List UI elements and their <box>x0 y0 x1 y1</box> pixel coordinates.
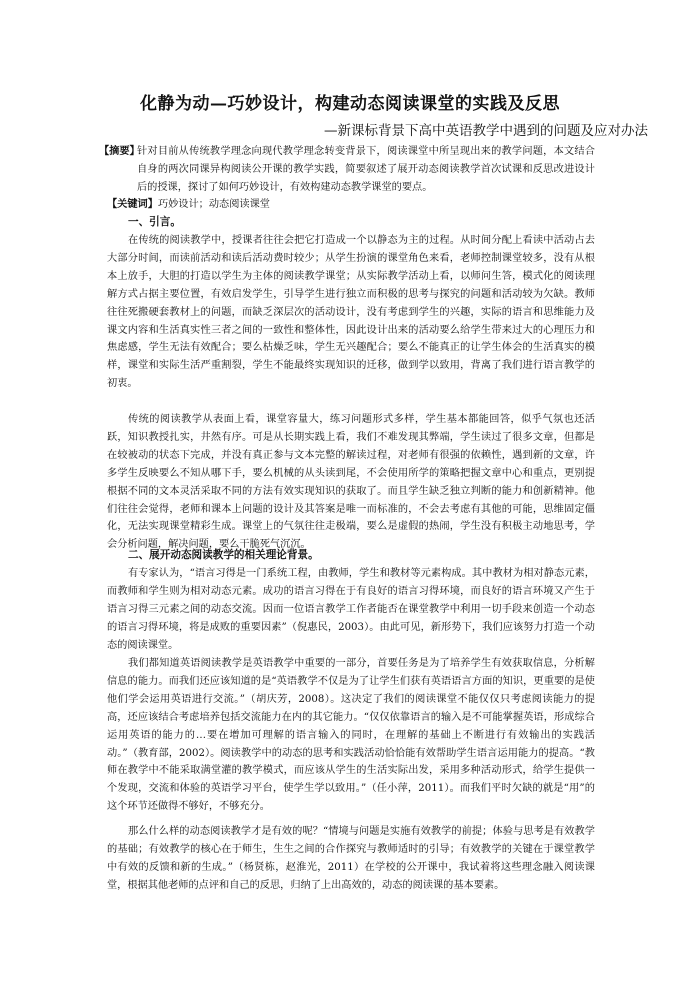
paragraph: 在传统的阅读教学中，授课者往往会把它打造成一个以静态为主的过程。从时间分配上看读中活动占去大部分时间，而读前活动和读后活动费时较少；从学生扮演的课堂角色来看，老师控制课堂较多，没有从根本上放手，大胆的打造以学生为主体的阅读教学课堂；从实际教学活动上看，以师问生答，模式化的阅读理解方式占据主要位置，有效启发学生，引导学生进行独立而积极的思考与探究的问题和活动较为欠缺。教师往往死搬硬套教材上的问题，而缺乏深层次的活动设计，没有考虑到学生的兴趣，实际的语言和思维能力及课文内容和生活真实性三者之间的一致性和整体性，因此设计出来的活动要么给学生带来过大的心理压力和焦虑感，学生无法有效配合；要么枯燥乏味，学生无兴趣配合；要么不能真正的让学生体会的生活真实的模样，课堂和实际生活严重割裂，学生不能最终实现知识的迁移，做到学以致用，背离了我们进行语言教学的初衷。 <box>107 235 595 390</box>
paper-subtitle: —新课标背景下高中英语教学中遇到的问题及应对办法 <box>324 123 648 139</box>
keywords-label: 【关键词】 <box>107 198 158 210</box>
paragraph: 传统的阅读教学从表面上看，课堂容量大，练习问题形式多样，学生基本都能回答，似乎气氛也还活跃，知识教授扎实，井然有序。可是从长期实践上看，我们不难发现其弊端，学生读过了很多文章，但都是在较被动的状态下完成，并没有真正参与文本完整的解读过程，对老师有很强的依赖性，遇到新的文章，许多学生反映要么不知从哪下手，要么机械的从头读到尾，不会使用所学的策略把握文章中心和重点，更别提根据不同的文本灵活采取不同的方法有效实现知识的获取了。而且学生缺乏独立判断的能力和创新精神。他们往往会觉得，老师和课本上问题的设计及其答案是唯一而标准的，不会去考虑有其他的可能，思维固定僵化，无法实现课堂精彩生成。课堂上的气氛往往走极端，要么是虚假的热闹，学生没有积极主动地思考，学会分析问题，解决问题，要么干脆死气沉沉。 <box>107 414 595 551</box>
paper-title: 化静为动—巧妙设计，构建动态阅读课堂的实践及反思 <box>140 94 560 114</box>
paragraph: 那么什么样的动态阅读教学才是有效的呢？“情境与问题是实施有效教学的前提；体验与思考是有效教学的基础；有效教学的核心在于师生，生生之间的合作探究与教师适时的引导；有效教学的关键在于课堂教学中有效的反馈和新的生成。”（杨贤栋，赵淮光，2011）在学校的公开课中，我试着将这些理念融入阅读课堂，根据其他老师的点评和自己的反思，归纳了上出高效的，动态的阅读课的基本要素。 <box>107 826 595 891</box>
paragraph: 有专家认为，“语言习得是一门系统工程，由教师，学生和教材等元素构成。其中教材为相对静态元素，而教师和学生则为相对动态元素。成功的语言习得在于有良好的语言习得环境，而良好的语言环境又产生于语言习得三元素之间的动态交流。因而一位语言教学工作者能否在课堂教学中利用一切手段来创造一个动态的语言习得环境，将是成败的重要因素”（倪惠民，2003）。由此可见，新形势下，我们应该努力打造一个动态的阅读课堂。 <box>107 568 595 651</box>
paragraph: 我们都知道英语阅读教学是英语教学中重要的一部分，首要任务是为了培养学生有效获取信息，分析解信息的能力。而我们还应该知道的是“英语教学不仅是为了让学生们获有英语语言方面的知识，更重要的是使他们学会运用英语进行交流。”（胡庆芳，2008）。这决定了我们的阅读课堂不能仅仅只考虑阅读能力的提高，还应该结合考虑培养包括交流能力在内的其它能力。“仅仅依靠语言的输入是不可能掌握英语，形成综合运用英语的能力的…要在增加可理解的语言输入的同时，在理解的基础上不断进行有效输出的实践活动。”（教育部，2002）。阅读教学中的动态的思考和实践活动恰恰能有效帮助学生语言运用能力的提高。“教师在教学中不能采取满堂灌的教学模式，而应该从学生的生活实际出发，采用多种活动形式，给学生提供一个发现，交流和体验的英语学习平台，使学生学以致用。”（任小萍，2011）。而我们平时欠缺的就是“用”的这个环节还做得不够好，不够充分。 <box>107 658 595 813</box>
section-heading-theory: 二、展开动态阅读教学的相关理论背景。 <box>128 549 319 561</box>
keywords <box>107 196 270 214</box>
abstract-text: 针对目前从传统教学理念向现代教学理念转变背景下，阅读课堂中所呈现出来的教学问题，本文结合自身的两次同课异构阅读公开课的教学实践，简要叙述了展开动态阅读教学首次试课和反思改进设计后的授课，探讨了如何巧妙设计，有效构建动态教学课堂的要点。 <box>137 146 595 193</box>
keywords-text: 巧妙设计；动态阅读课堂 <box>157 199 270 210</box>
section-heading-introduction: 一、引言。 <box>128 216 181 228</box>
abstract-label: 【摘要】 <box>99 145 140 157</box>
